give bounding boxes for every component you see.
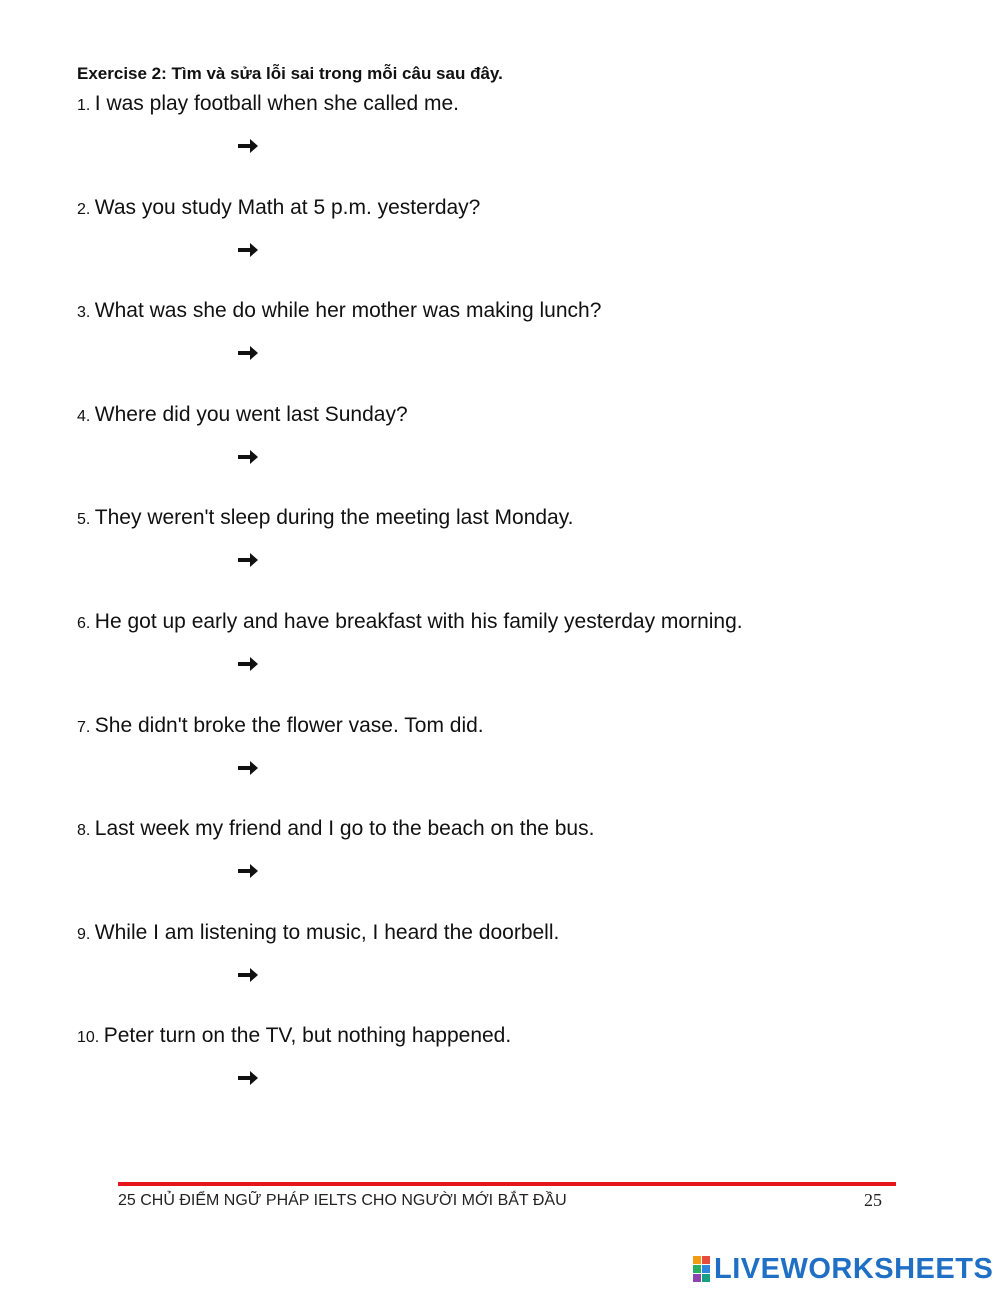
question-number: 5. (77, 511, 91, 529)
question-text: Where did you went last Sunday? (94, 402, 408, 426)
question-sentence (77, 610, 743, 634)
right-arrow-icon (237, 863, 259, 879)
question-text: What was she do while her mother was making lunch? (94, 299, 602, 323)
question-sentence (77, 714, 484, 738)
liveworksheets-wordmark: LIVEWORKSHEETS (714, 1252, 994, 1285)
question-number: 9. (77, 925, 91, 943)
question-sentence (77, 921, 559, 945)
question-text: She didn't broke the flower vase. Tom did. (94, 713, 484, 737)
question-number: 6. (77, 615, 91, 632)
question-text: Was you study Math at 5 p.m. yesterday? (94, 195, 481, 219)
right-arrow-icon (237, 1070, 259, 1086)
right-arrow-icon (237, 138, 259, 154)
question-sentence (77, 196, 480, 220)
page-number: 25 (864, 1190, 882, 1210)
question-number: 8. (77, 822, 91, 840)
footer-book-title: 25 CHỦ ĐIỂM NGỮ PHÁP IELTS CHO NGƯỜI MỚI BẮT ĐẦU (118, 1192, 567, 1209)
question-text: While I am listening to music, I heard the doorbell. (94, 920, 560, 944)
question-number: 2. (77, 200, 91, 218)
question-sentence (77, 403, 408, 427)
question-number: 7. (77, 718, 91, 736)
question-sentence (77, 817, 594, 841)
right-arrow-icon (237, 242, 259, 258)
right-arrow-icon (237, 449, 259, 465)
question-sentence (77, 1024, 511, 1048)
footer-divider (118, 1182, 896, 1186)
question-text: They weren't sleep during the meeting last Monday. (94, 506, 574, 530)
right-arrow-icon (237, 552, 259, 568)
liveworksheets-brand[interactable] (693, 1254, 993, 1284)
question-sentence (77, 92, 459, 116)
liveworksheets-logo-icon (693, 1256, 710, 1282)
right-arrow-icon (237, 967, 259, 983)
question-sentence (77, 506, 574, 530)
question-text: Peter turn on the TV, but nothing happened. (103, 1024, 512, 1048)
question-number: 1. (77, 97, 91, 114)
exercise-title: Exercise 2: Tìm và sửa lỗi sai trong mỗi câu sau đây. (77, 64, 503, 83)
question-text: Last week my friend and I go to the beach on the bus. (94, 817, 595, 841)
question-sentence (77, 299, 601, 323)
right-arrow-icon (237, 760, 259, 776)
right-arrow-icon (237, 345, 259, 361)
question-number: 4. (77, 407, 91, 425)
right-arrow-icon (237, 656, 259, 672)
question-number: 3. (77, 304, 91, 322)
question-text: I was play football when she called me. (94, 92, 459, 115)
question-number: 10. (77, 1029, 100, 1047)
question-text: He got up early and have breakfast with his family yesterday morning. (94, 610, 743, 633)
